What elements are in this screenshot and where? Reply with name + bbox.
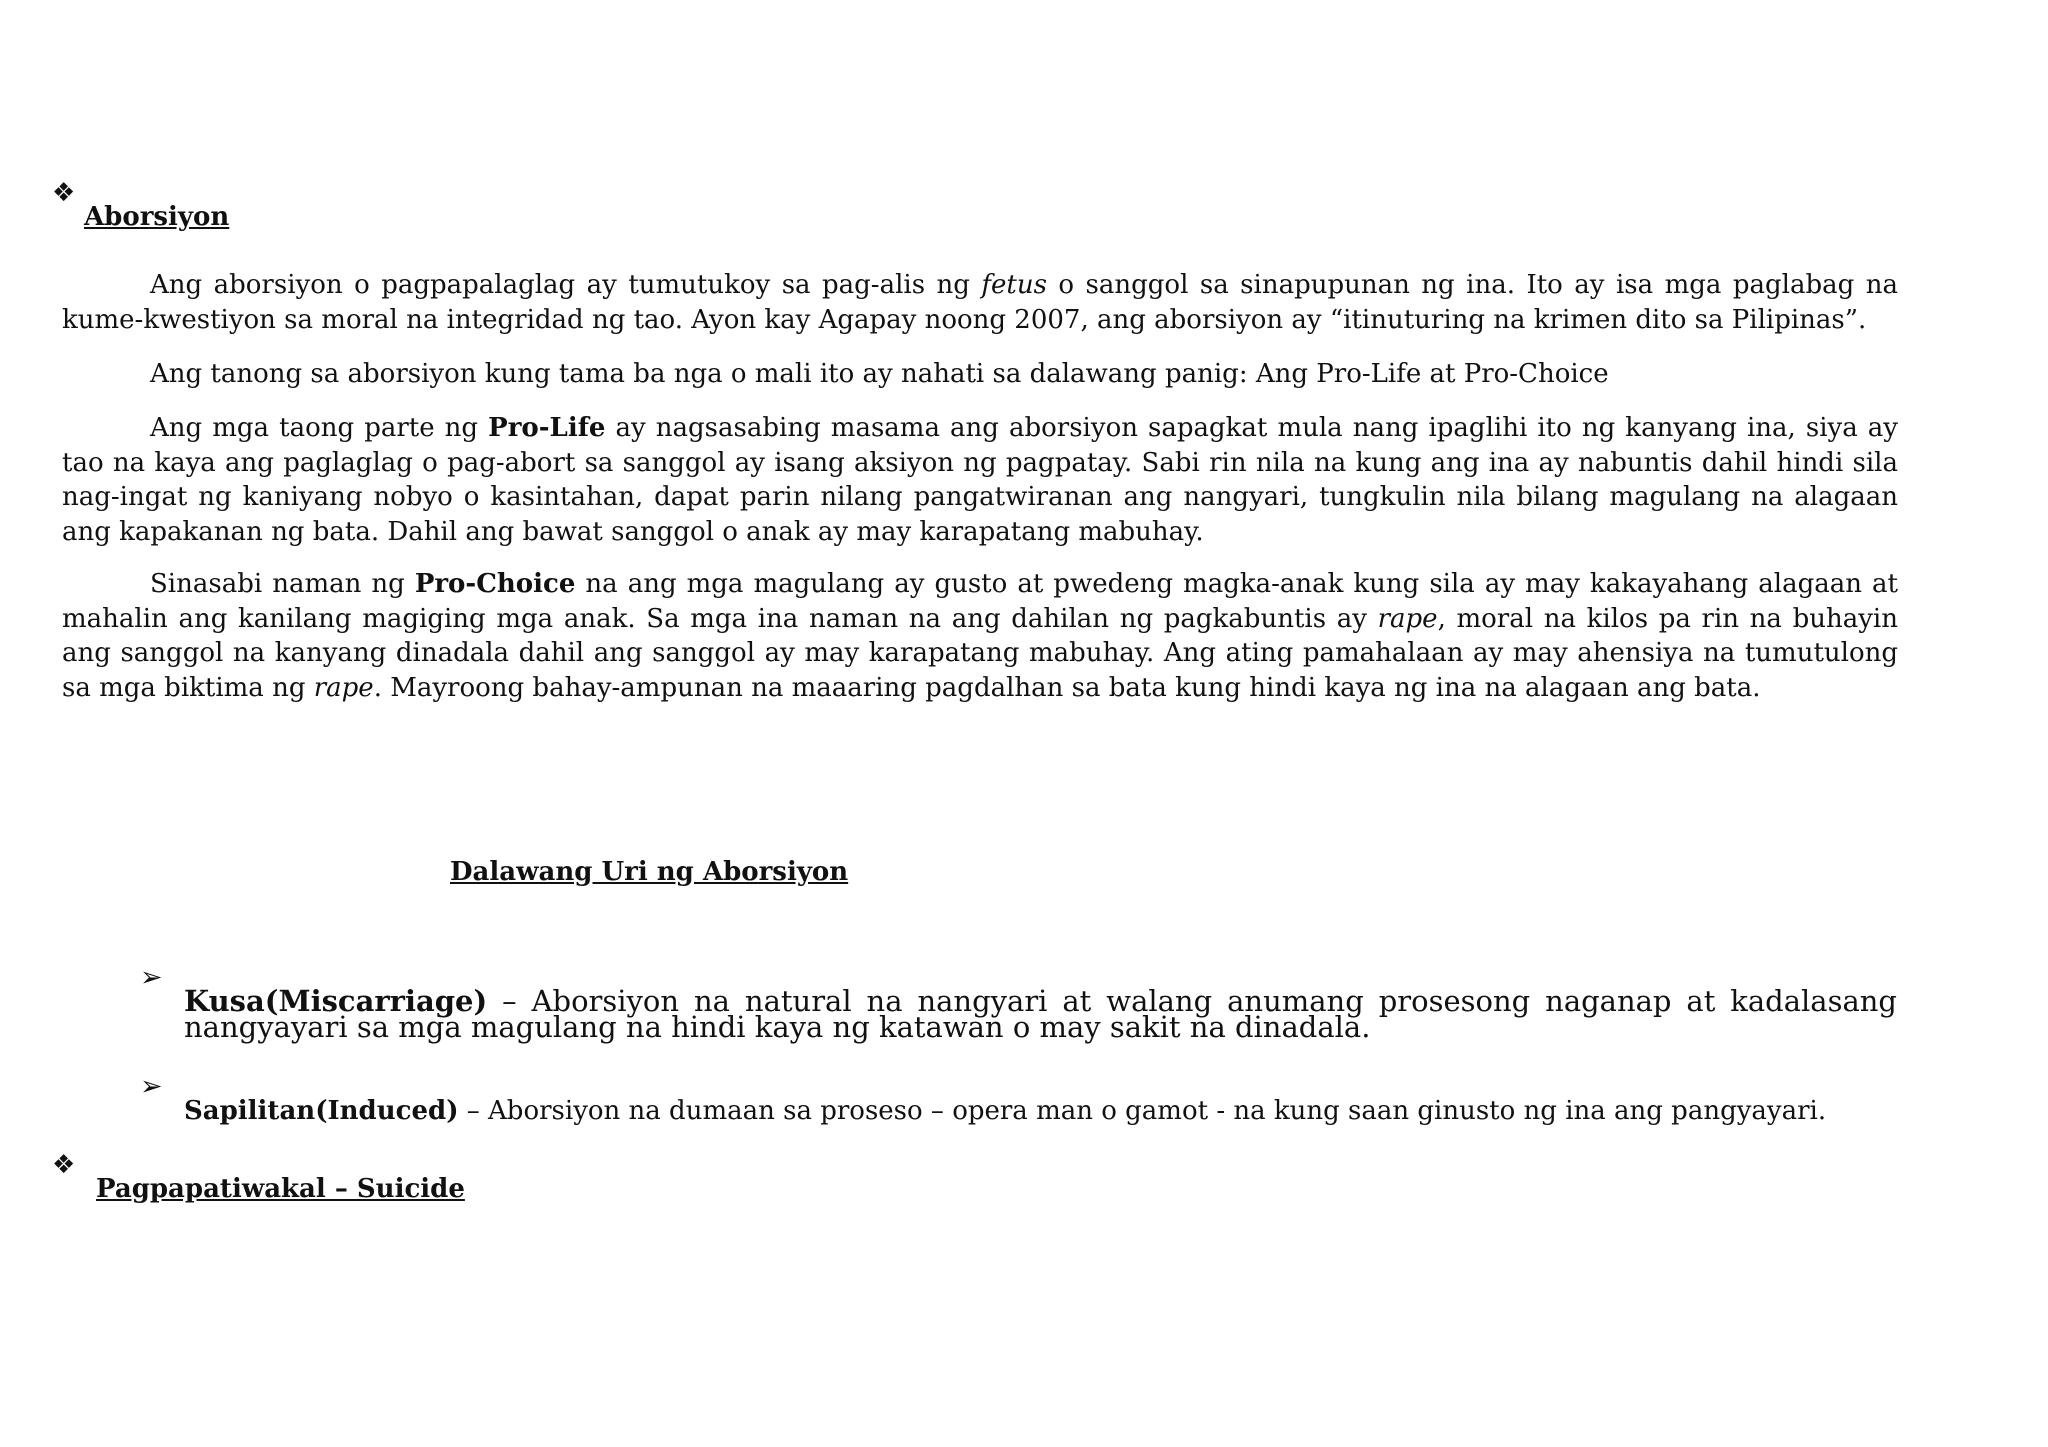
list-item-kusa — [184, 984, 1897, 1044]
list-term: Kusa(Miscarriage) — [184, 984, 488, 1018]
italic-term: rape — [313, 672, 374, 703]
paragraph-text: o sanggol sa sinapupunan ng ina. Ito ay isa mga paglabag na kume-kwestiyon sa moral na integridad ng tao. Ayon kay Agapay noong 2007, ang aborsiyon ay “itinuturing na krimen dito sa Pilipinas”. — [62, 270, 1898, 335]
paragraph-pro-choice — [62, 567, 1898, 705]
paragraph-text: Sinasabi naman ng — [150, 569, 415, 599]
section-heading-aborsiyon: Aborsiyon — [84, 202, 230, 232]
paragraph-text: , moral na kilos pa rin na buhayin ang sanggol na kanyang dinadala dahil ang sanggol ay may karapatang mabuhay. Ang ating pamahalaan ay may ahensiya na tumutulong sa mga biktima ng — [62, 603, 1898, 703]
italic-term: fetus — [981, 270, 1047, 300]
diamond-cluster-icon: ❖ — [52, 1150, 76, 1180]
diamond-cluster-icon: ❖ — [52, 178, 76, 208]
section-heading-pagpapatiwakal: Pagpapatiwakal – Suicide — [96, 1174, 465, 1204]
list-description: – Aborsiyon na natural na nangyari at walang anumang prosesong naganap at kadalasang nangyayari sa mga magulang na hindi kaya ng katawan o may sakit na dinadala. — [184, 984, 1897, 1044]
paragraph-text: Ang aborsiyon o pagpapalaglag ay tumutukoy sa pag-alis ng — [150, 270, 982, 300]
bold-term: Pro-Choice — [414, 569, 576, 599]
bold-term: Pro-Life — [488, 413, 606, 443]
paragraph-text: ay nagsasabing masama ang aborsiyon sapagkat mula nang ipaglihi ito ng kanyang ina, siya ay tao na kaya ang paglaglag o pag-abort sa sanggol ay isang aksiyon ng pagpatay. Sabi rin nila na kung ang ina ay nabuntis dahil hindi sila nag-ingat ng kaniyang nobyo o kasintahan, dapat parin nilang pangatwiranan ang nangyari, tungkulin nila bilang magulang na alagaan ang kapakanan ng bata. Dahil ang bawat sanggol o anak ay may karapatang mabuhay. — [62, 413, 1898, 547]
arrowhead-bullet-icon: ➢ — [140, 962, 163, 993]
list-term: Sapilitan(Induced) — [184, 1096, 459, 1126]
section-heading-dalawang-uri: Dalawang Uri ng Aborsiyon — [450, 857, 849, 887]
paragraph-two-sides — [62, 357, 1898, 392]
paragraph-text: Ang tanong sa aborsiyon kung tama ba nga o mali ito ay nahati sa dalawang panig: Ang Pro-Life at Pro-Choice — [150, 359, 1609, 389]
paragraph-text: na ang mga magulang ay gusto at pwedeng magka-anak kung sila ay may kakayahang alagaan at mahalin ang kanilang magiging mga anak. Sa mga ina naman na ang dahilan ng pagkabuntis ay — [62, 569, 1898, 634]
list-item-sapilitan — [184, 1094, 1897, 1128]
arrowhead-bullet-icon: ➢ — [140, 1071, 163, 1102]
paragraph-text: . Mayroong bahay-ampunan na maaaring pagdalhan sa bata kung hindi kaya ng ina na alagaan ang bata. — [373, 672, 1761, 703]
paragraph-pro-life — [62, 411, 1898, 549]
list-description: – Aborsiyon na dumaan sa proseso – opera man o gamot - na kung saan ginusto ng ina ang pangyayari. — [458, 1096, 1827, 1126]
paragraph-definition — [62, 268, 1898, 337]
italic-term: rape — [1377, 603, 1438, 634]
paragraph-text: Ang mga taong parte ng — [150, 413, 489, 443]
